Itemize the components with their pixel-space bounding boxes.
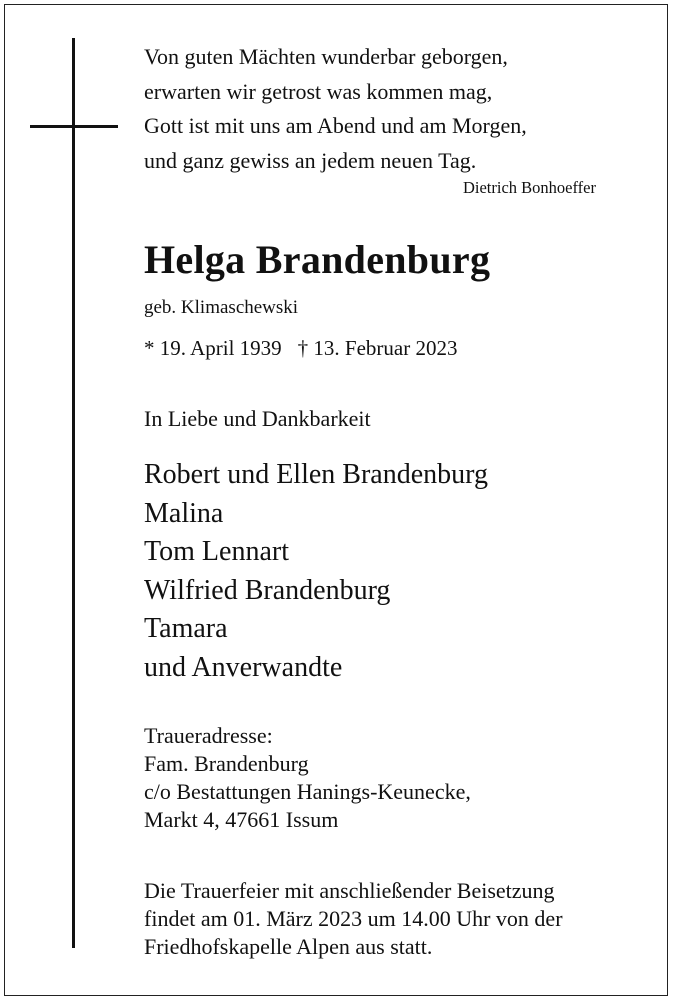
mourner: Wilfried Brandenburg — [144, 574, 391, 606]
address-line: Markt 4, 47661 Issum — [144, 807, 339, 832]
death-date: † 13. Februar 2023 — [297, 336, 458, 360]
mourner: Tom Lennart — [144, 536, 289, 567]
mourning-address — [144, 722, 471, 834]
ceremony-line: Friedhofskapelle Alpen aus statt. — [144, 934, 433, 959]
mourner: Malina — [144, 497, 224, 529]
ceremony-line: Die Trauerfeier mit anschließender Beisetzung — [144, 878, 555, 903]
maiden-name: geb. Klimaschewski — [144, 297, 299, 318]
poem-line: Von guten Mächten wunderbar geborgen, — [144, 44, 508, 69]
intro-text: In Liebe und Dankbarkeit — [144, 406, 371, 431]
mourners-list — [144, 456, 488, 687]
address-line: Traueradresse: — [144, 723, 273, 748]
poem — [144, 40, 604, 178]
cross-horizontal-bar — [30, 125, 118, 128]
mourner: und Anverwandte — [144, 651, 343, 683]
life-dates — [144, 336, 457, 361]
poem-line: und ganz gewiss an jedem neuen Tag. — [144, 147, 477, 173]
poem-line: erwarten wir getrost was kommen mag, — [144, 78, 493, 104]
address-line: Fam. Brandenburg — [144, 751, 309, 776]
mourner: Robert und Ellen Brandenburg — [144, 459, 488, 490]
cross-vertical-bar — [72, 38, 75, 948]
ceremony-line: findet am 01. März 2023 um 14.00 Uhr von der — [144, 906, 563, 931]
poem-author: Dietrich Bonhoeffer — [462, 178, 596, 197]
mourner: Tamara — [144, 613, 228, 644]
poem-line: Gott ist mit uns am Abend und am Morgen, — [144, 113, 527, 138]
address-line: c/o Bestattungen Hanings-Keunecke, — [144, 779, 471, 804]
deceased-name: Helga Brandenburg — [144, 237, 491, 282]
birth-date: * 19. April 1939 — [144, 336, 282, 360]
ceremony-info — [144, 877, 563, 961]
